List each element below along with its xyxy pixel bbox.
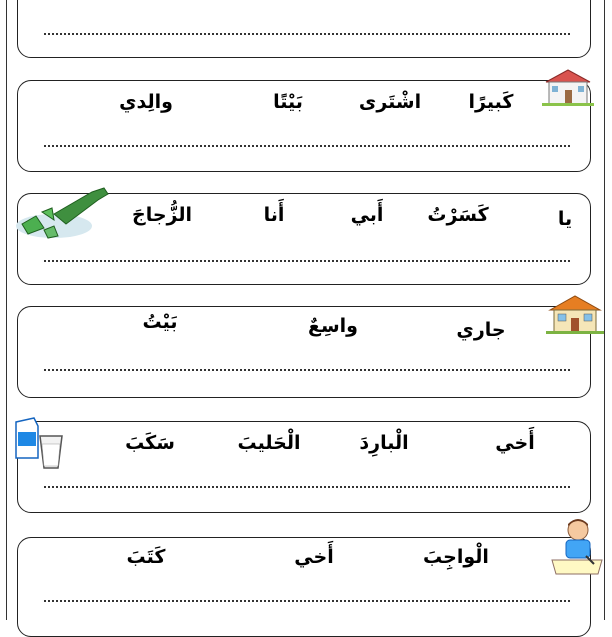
broken-bottle-icon [14, 184, 114, 242]
writing-line [44, 486, 570, 488]
left-border-line [6, 0, 7, 620]
word: يا [557, 208, 573, 230]
sentence-box-3 [17, 306, 591, 398]
student-writing-icon [548, 516, 606, 578]
sentence-box-4 [17, 421, 591, 513]
word: أَنا [263, 204, 285, 226]
word: أَخي [495, 432, 535, 454]
sentence-box-1 [17, 80, 591, 172]
house-icon [540, 68, 596, 106]
word: الْحَليبَ [237, 432, 301, 454]
word: واسِعٌ [308, 315, 358, 337]
word: اشْتَرى [358, 91, 422, 113]
word: بَيْتًا [273, 91, 303, 113]
writing-line [44, 369, 570, 371]
sentence-box-5 [17, 537, 591, 637]
writing-line [44, 260, 570, 262]
word: والِدي [119, 91, 173, 113]
word: الْبارِدَ [359, 432, 409, 454]
word: الْواجِبَ [423, 546, 489, 568]
sentence-box-0 [17, 0, 591, 58]
word: كَتَبَ [126, 546, 166, 568]
writing-line [44, 145, 570, 147]
milk-icon [12, 414, 70, 470]
word: الزُّجاجَ [132, 204, 192, 226]
word: أَخي [294, 546, 334, 568]
writing-line [44, 600, 570, 602]
word: كَسَرْتُ [427, 204, 489, 226]
word: كَبيرًا [468, 91, 514, 113]
writing-line [44, 33, 570, 35]
word: جاري [456, 319, 506, 341]
word: بَيْتُ [142, 311, 178, 333]
word: سَكَبَ [125, 432, 175, 454]
word: أَبي [350, 204, 384, 226]
house-icon [546, 294, 604, 334]
